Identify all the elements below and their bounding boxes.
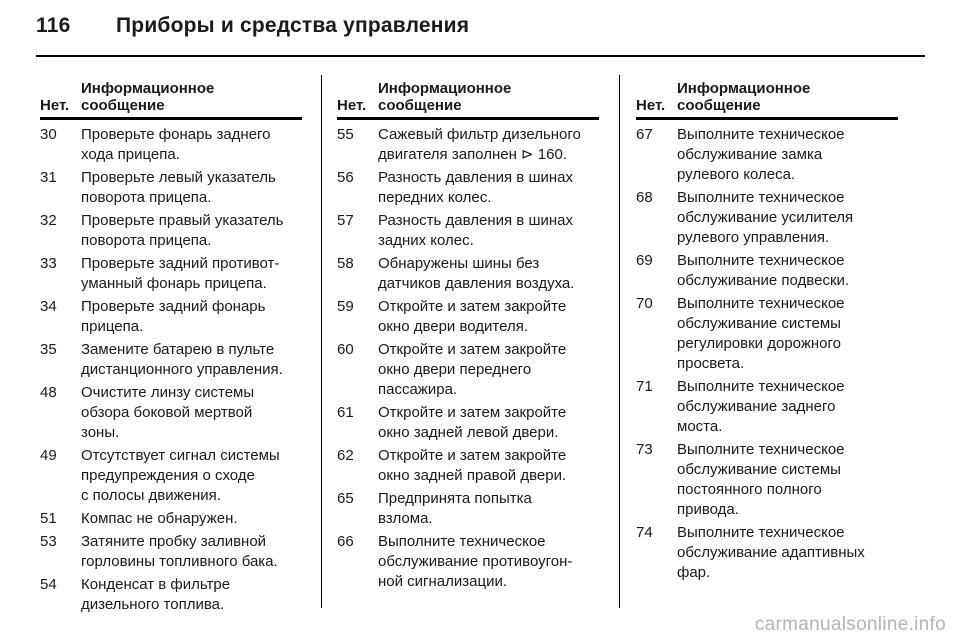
message-text: Откройте и затем закройте окно задней правой двери. (378, 447, 567, 484)
message-text: Проверьте правый указатель поворота прицепа. (81, 212, 284, 249)
message-text: Замените батарею в пульте дистанционного управления. (81, 341, 283, 378)
message-text: Сажевый фильтр дизельного двигателя заполнен ⊳ 160. (378, 126, 581, 163)
table-row (337, 254, 599, 294)
table-column-1 (40, 80, 302, 618)
message-number: 73 (636, 441, 653, 458)
message-text: Выполните техническое обслуживание замка рулевого колеса. (677, 126, 845, 183)
message-number: 35 (40, 341, 57, 358)
message-number: 53 (40, 533, 57, 550)
table-row (636, 523, 898, 583)
table-row (40, 383, 302, 443)
message-text: Разность давления в шинах задних колес. (378, 212, 573, 249)
message-text: Откройте и затем закройте окно двери водителя. (378, 298, 567, 335)
message-number: 58 (337, 255, 354, 272)
message-number: 34 (40, 298, 57, 315)
message-number: 60 (337, 341, 354, 358)
message-number: 69 (636, 252, 653, 269)
message-number: 55 (337, 126, 354, 143)
table-row (40, 168, 302, 208)
header-message-label: Информационное сообщение (677, 80, 811, 114)
table-row (337, 125, 599, 165)
table-row (337, 446, 599, 486)
message-number: 57 (337, 212, 354, 229)
message-number: 71 (636, 378, 653, 395)
header-number-label: Нет. (40, 97, 70, 114)
table-row (636, 294, 898, 374)
table-column-3 (636, 80, 898, 586)
message-number: 62 (337, 447, 354, 464)
table-row (40, 575, 302, 615)
table-row (40, 125, 302, 165)
table-row (636, 251, 898, 291)
message-text: Проверьте фонарь заднего хода прицепа. (81, 126, 271, 163)
table-row (337, 340, 599, 400)
table-body (636, 125, 898, 583)
page-title: Приборы и средства управления (116, 14, 470, 37)
table-row (337, 489, 599, 529)
message-text: Проверьте левый указатель поворота прицепа. (81, 169, 276, 206)
table-header (40, 80, 302, 120)
table-row (40, 446, 302, 506)
message-number: 31 (40, 169, 57, 186)
message-number: 54 (40, 576, 57, 593)
message-number: 51 (40, 510, 57, 527)
message-number: 66 (337, 533, 354, 550)
message-text: Выполните техническое обслуживание подвески. (677, 252, 850, 289)
column-divider (619, 75, 620, 608)
page-number: 116 (36, 14, 71, 37)
table-row (636, 440, 898, 520)
header-number-label: Нет. (636, 97, 666, 114)
table-row (337, 532, 599, 592)
message-text: Проверьте задний фонарь прицепа. (81, 298, 266, 335)
message-text: Разность давления в шинах передних колес. (378, 169, 573, 206)
table-row (40, 254, 302, 294)
message-number: 49 (40, 447, 57, 464)
table-row (40, 509, 302, 529)
message-number: 56 (337, 169, 354, 186)
message-text: Очистите линзу системы обзора боковой мертвой зоны. (81, 384, 255, 441)
table-header (636, 80, 898, 120)
header-rule (36, 55, 925, 57)
message-text: Компас не обнаружен. (81, 510, 238, 527)
message-text: Откройте и затем закройте окно задней левой двери. (378, 404, 567, 441)
message-text: Выполните техническое обслуживание заднего моста. (677, 378, 845, 435)
header-message-label: Информационное сообщение (378, 80, 512, 114)
header-message-label: Информационное сообщение (81, 80, 215, 114)
table-row (636, 377, 898, 437)
message-number: 33 (40, 255, 57, 272)
message-number: 68 (636, 189, 653, 206)
table-row (40, 297, 302, 337)
message-text: Выполните техническое обслуживание системы постоянного полного привода. (677, 441, 845, 518)
header-number-label: Нет. (337, 97, 367, 114)
table-row (337, 403, 599, 443)
message-number: 67 (636, 126, 653, 143)
message-number: 59 (337, 298, 354, 315)
message-text: Выполните техническое обслуживание системы регулировки дорожного просвета. (677, 295, 845, 372)
table-row (337, 297, 599, 337)
message-number: 48 (40, 384, 57, 401)
message-text: Проверьте задний противот- уманный фонарь прицепа. (81, 255, 280, 292)
message-text: Обнаружены шины без датчиков давления воздуха. (378, 255, 575, 292)
page-header (36, 14, 469, 38)
watermark[interactable]: carmanualsonline.info (754, 614, 946, 635)
table-row (337, 211, 599, 251)
table-body (337, 125, 599, 592)
table-row (40, 532, 302, 572)
table-row (337, 168, 599, 208)
table-row (636, 125, 898, 185)
message-number: 65 (337, 490, 354, 507)
table-body (40, 125, 302, 615)
message-number: 70 (636, 295, 653, 312)
table-row (636, 188, 898, 248)
message-number: 74 (636, 524, 653, 541)
message-number: 30 (40, 126, 57, 143)
message-text: Затяните пробку заливной горловины топливного бака. (81, 533, 278, 570)
message-text: Выполните техническое обслуживание адаптивных фар. (677, 524, 865, 581)
column-divider (321, 75, 322, 608)
message-number: 61 (337, 404, 354, 421)
message-number: 32 (40, 212, 57, 229)
message-text: Откройте и затем закройте окно двери переднего пассажира. (378, 341, 567, 398)
message-text: Отсутствует сигнал системы предупреждения о сходе с полосы движения. (81, 447, 280, 504)
message-text: Выполните техническое обслуживание противоугон- ной сигнализации. (378, 533, 573, 590)
table-row (40, 211, 302, 251)
table-row (40, 340, 302, 380)
message-text: Выполните техническое обслуживание усилителя рулевого управления. (677, 189, 854, 246)
table-column-2 (337, 80, 599, 595)
message-text: Конденсат в фильтре дизельного топлива. (81, 576, 231, 613)
table-header (337, 80, 599, 120)
message-text: Предпринята попытка взлома. (378, 490, 532, 527)
